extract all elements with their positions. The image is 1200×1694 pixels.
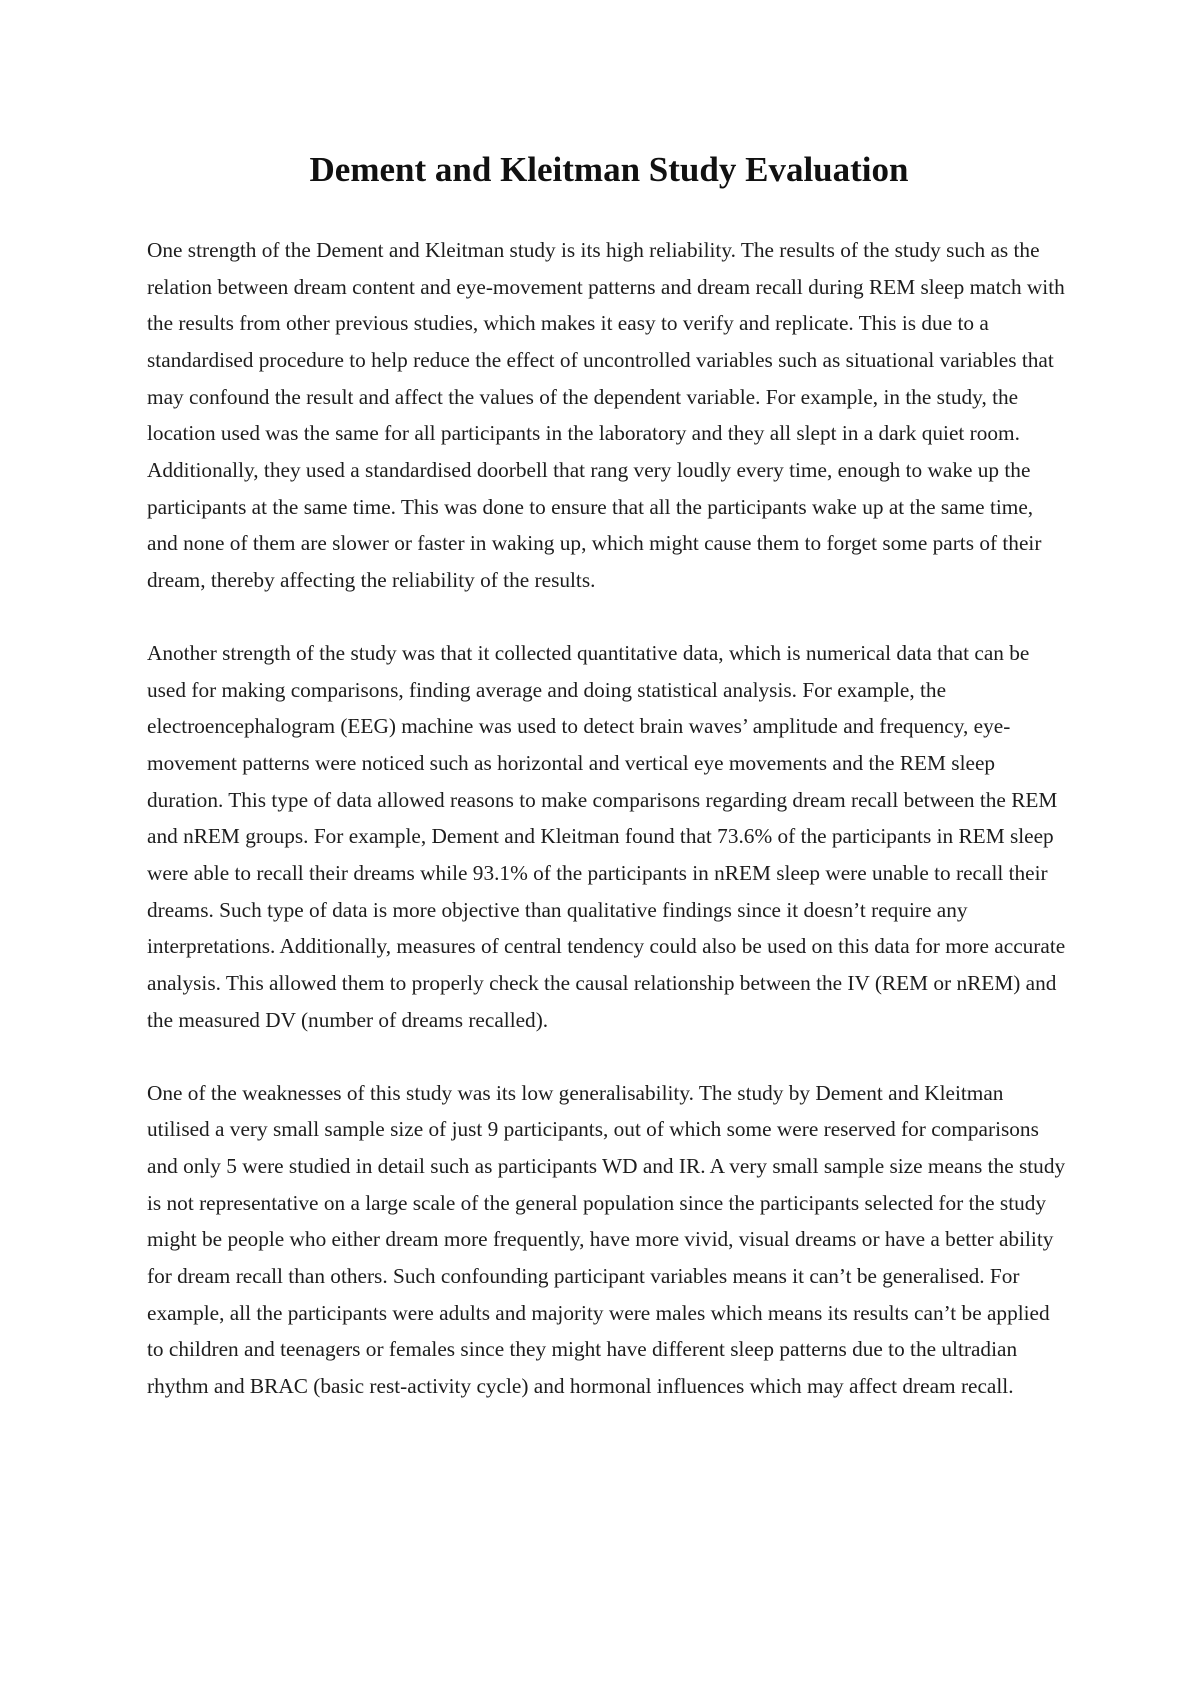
document-body [147,232,1067,1405]
paragraph-generalisability: One of the weaknesses of this study was its low generalisability. The study by Dement and Kleitman utilised a very small sample size of just 9 participants, out of which some were reserved for comparisons and only 5 were studied in detail such as participants WD and IR. A very small sample size means the study is not representative on a large scale of the general population since the participants selected for the study might be people who either dream more frequently, have more vivid, visual dreams or have a better ability for dream recall than others. Such confounding participant variables means it can’t be generalised. For example, all the participants were adults and majority were males which means its results can’t be applied to children and teenagers or females since they might have different sleep patterns due to the ultradian rhythm and BRAC (basic rest-activity cycle) and hormonal influences which may affect dream recall. [147,1080,1066,1399]
document-content [147,148,1067,1441]
paragraph-reliability: One strength of the Dement and Kleitman study is its high reliability. The results of the study such as the relation between dream content and eye-movement patterns and dream recall during REM sleep match with the results from other previous studies, which makes it easy to verify and replicate. This is due to a standardised procedure to help reduce the effect of uncontrolled variables such as situational variables that may confound the result and affect the values of the dependent variable. For example, in the study, the location used was the same for all participants in the laboratory and they all slept in a dark quiet room. Additionally, they used a standardised doorbell that rang very loudly every time, enough to wake up the participants at the same time. This was done to ensure that all the participants wake up at the same time, and none of them are slower or faster in waking up, which might cause them to forget some parts of their dream, thereby affecting the reliability of the results. [147,238,1065,592]
document-title: Dement and Kleitman Study Evaluation [309,150,909,189]
paragraph-quantitative-data: Another strength of the study was that it collected quantitative data, which is numerical data that can be used for making comparisons, finding average and doing statistical analysis. For example, the electroencephalogram (EEG) machine was used to detect brain waves’ amplitude and frequency, eye-movement patterns were noticed such as horizontal and vertical eye movements and the REM sleep duration. This type of data allowed reasons to make comparisons regarding dream recall between the REM and nREM groups. For example, Dement and Kleitman found that 73.6% of the participants in REM sleep were able to recall their dreams while 93.1% of the participants in nREM sleep were unable to recall their dreams. Such type of data is more objective than qualitative findings since it doesn’t require any interpretations. Additionally, measures of central tendency could also be used on this data for more accurate analysis. This allowed them to properly check the causal relationship between the IV (REM or nREM) and the measured DV (number of dreams recalled). [147,641,1066,1032]
